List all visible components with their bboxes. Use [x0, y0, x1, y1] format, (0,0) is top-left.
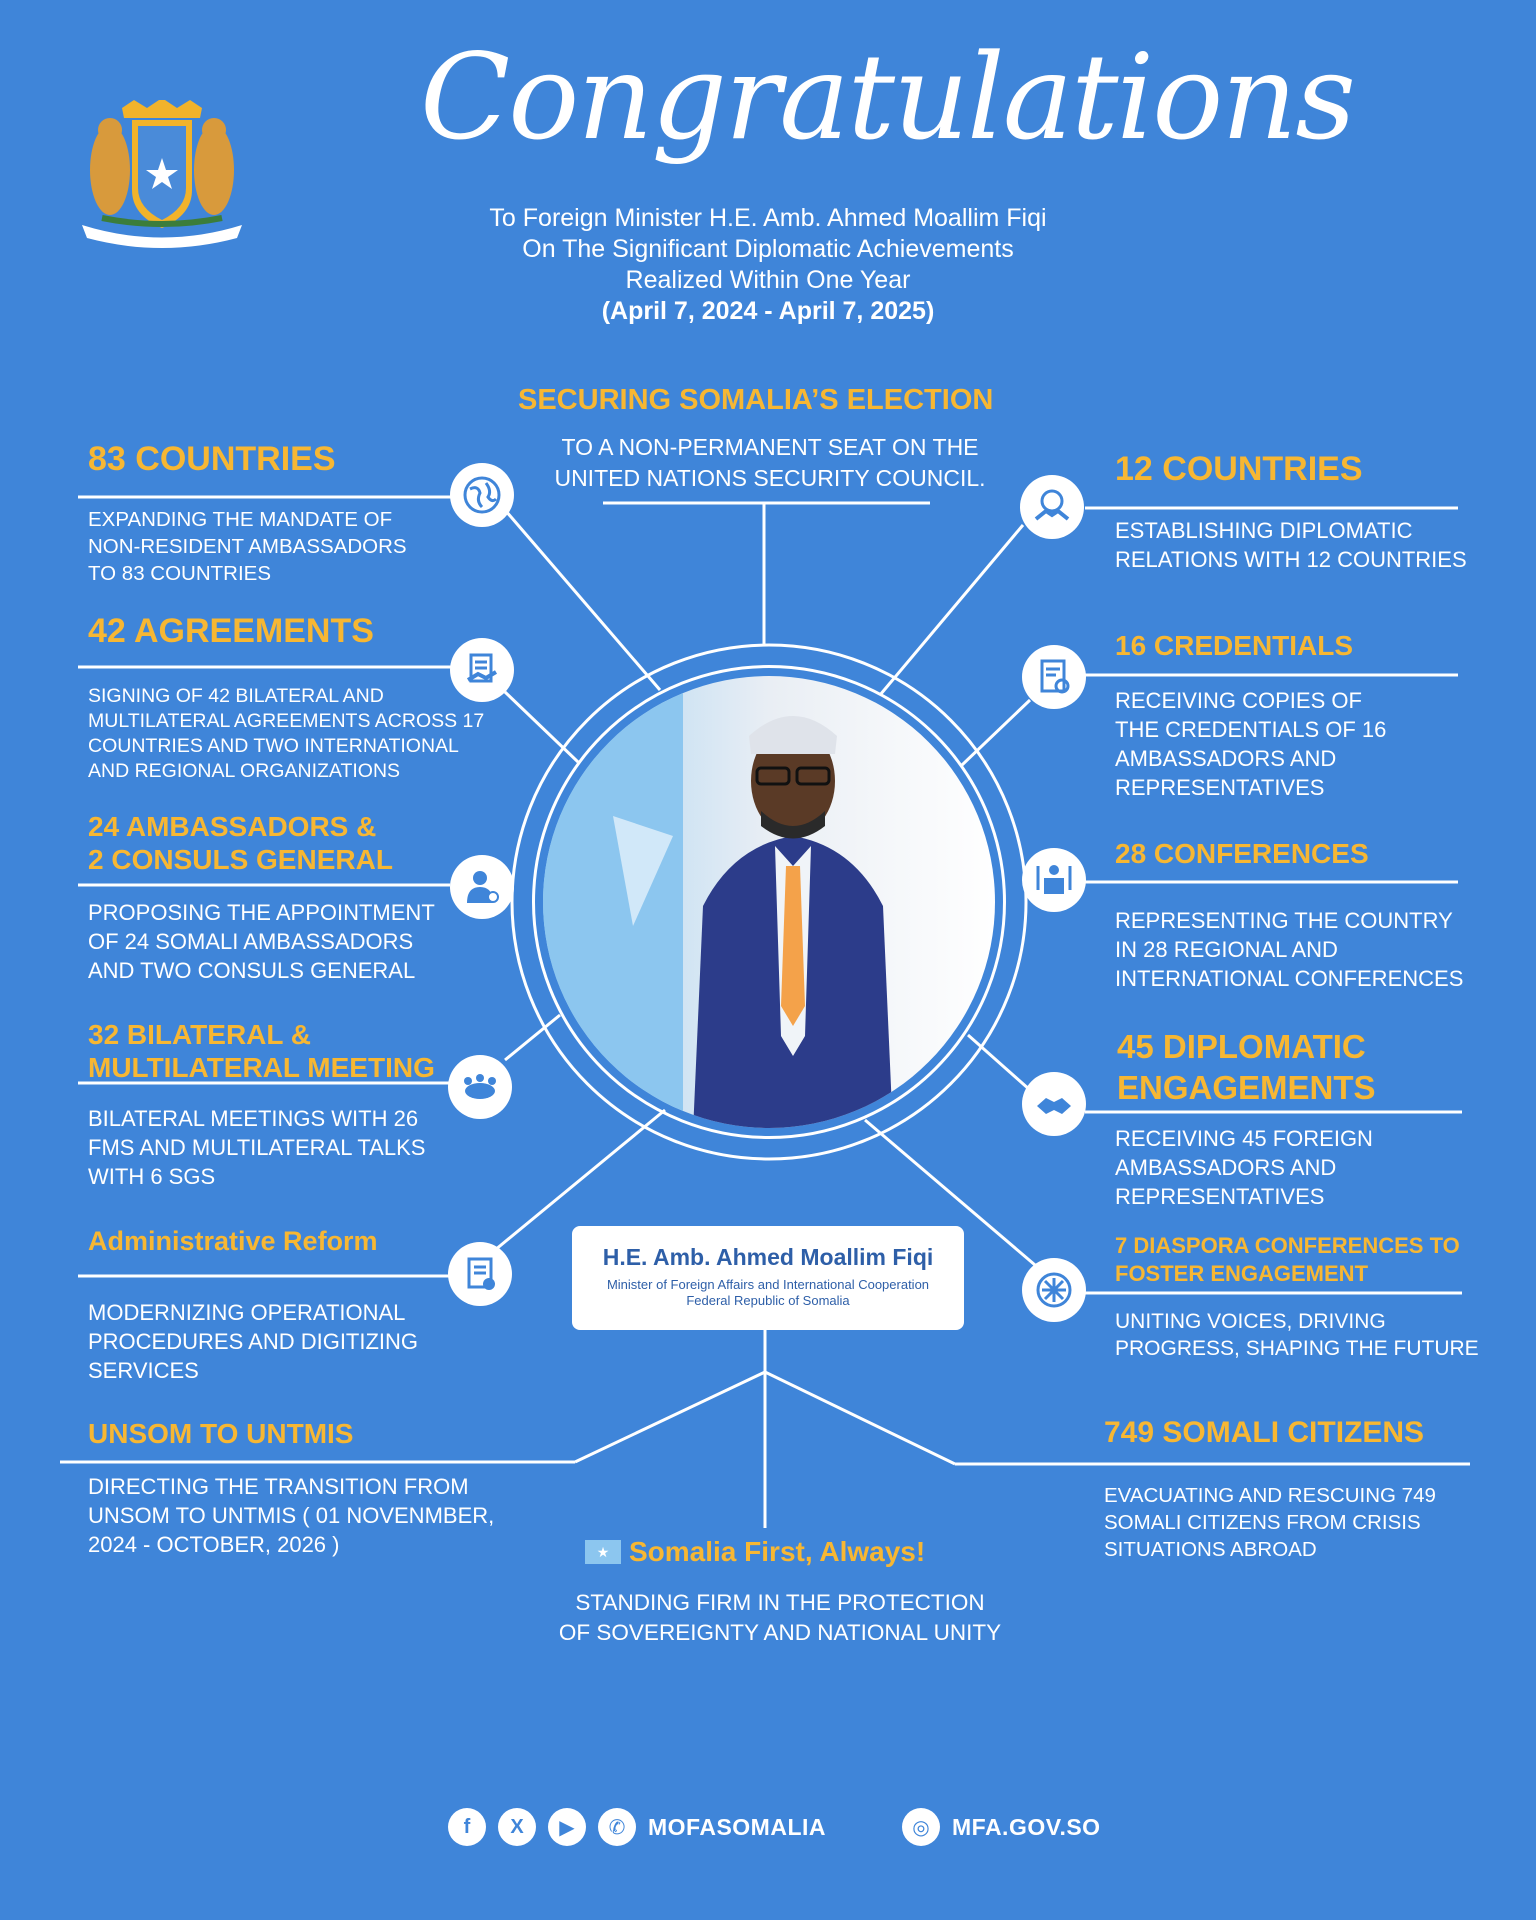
heading-line: 2 CONSULS GENERAL	[88, 844, 393, 875]
credential-certificate-icon	[1022, 645, 1086, 709]
sovereignty-statement	[500, 1588, 1060, 1648]
desc-line: COUNTRIES AND TWO INTERNATIONAL	[88, 735, 459, 757]
motto-text: Somalia First, Always!	[629, 1536, 926, 1567]
left-4-description	[88, 1104, 425, 1191]
whatsapp-icon[interactable]: ✆	[598, 1808, 636, 1846]
website-globe-icon[interactable]: ◎	[902, 1808, 940, 1846]
right-3-heading: 28 CONFERENCES	[1115, 838, 1369, 869]
role-line: Minister of Foreign Affairs and International Cooperation	[606, 1277, 930, 1292]
social-handle[interactable]: MOFASOMALIA	[648, 1813, 826, 1840]
header-subtitle	[388, 203, 1148, 327]
conference-podium-icon	[1022, 848, 1086, 912]
desc-line: RELATIONS WITH 12 COUNTRIES	[1115, 547, 1467, 572]
statement-line: OF SOVEREIGNTY AND NATIONAL UNITY	[558, 1620, 1002, 1645]
desc-line: REPRESENTING THE COUNTRY	[1115, 908, 1453, 933]
website-link[interactable]: MFA.GOV.SO	[952, 1813, 1101, 1840]
right-6-description	[1104, 1482, 1436, 1563]
left-3-description	[88, 898, 435, 985]
desc-line: ESTABLISHING DIPLOMATIC	[1115, 518, 1413, 543]
document-check-icon	[448, 1242, 512, 1306]
right-5-heading	[1115, 1232, 1460, 1288]
left-5-heading: Administrative Reform	[88, 1226, 378, 1256]
desc-line: AMBASSADORS AND	[1115, 746, 1337, 771]
left-4-heading	[88, 1018, 435, 1084]
desc-line: MODERNIZING OPERATIONAL	[88, 1300, 406, 1325]
right-4-heading	[1117, 1026, 1376, 1108]
desc-line: EVACUATING AND RESCUING 749	[1104, 1484, 1436, 1507]
desc-line: AND REGIONAL ORGANIZATIONS	[88, 760, 401, 782]
un-seat-heading: SECURING SOMALIA’S ELECTION	[518, 384, 994, 416]
right-2-description	[1115, 686, 1386, 802]
somalia-flag-icon: ★	[585, 1540, 621, 1564]
youtube-icon[interactable]: ▶	[548, 1808, 586, 1846]
un-seat-line-1: TO A NON-PERMANENT SEAT ON THE	[561, 434, 979, 460]
heading-line: 24 AMBASSADORS &	[88, 811, 377, 842]
x-twitter-icon[interactable]: X	[498, 1808, 536, 1846]
subtitle-line-1: To Foreign Minister H.E. Amb. Ahmed Moallim Fiqi	[489, 204, 1047, 232]
desc-line: DIRECTING THE TRANSITION FROM	[88, 1474, 469, 1499]
desc-line: PROCEDURES AND DIGITIZING	[88, 1329, 419, 1354]
desc-line: 2024 - OCTOBER, 2026 )	[88, 1532, 340, 1557]
minister-name-card	[572, 1226, 964, 1330]
desc-line: SOMALI CITIZENS FROM CRISIS	[1104, 1511, 1421, 1534]
heading-line: 32 BILATERAL &	[88, 1019, 311, 1050]
desc-line: AMBASSADORS AND	[1115, 1155, 1337, 1180]
meeting-table-icon	[448, 1055, 512, 1119]
desc-line: IN 28 REGIONAL AND	[1115, 937, 1338, 962]
left-1-heading: 83 COUNTRIES	[88, 440, 336, 478]
heading-line: MULTILATERAL MEETING	[88, 1052, 435, 1083]
desc-line: MULTILATERAL AGREEMENTS ACROSS 17	[88, 710, 485, 732]
diaspora-star-icon	[1022, 1258, 1086, 1322]
globe-handshake-icon	[1020, 475, 1084, 539]
desc-line: RECEIVING 45 FOREIGN	[1115, 1126, 1373, 1151]
right-4-description	[1115, 1124, 1373, 1211]
role-line: Federal Republic of Somalia	[686, 1293, 850, 1308]
desc-line: SIGNING OF 42 BILATERAL AND	[88, 685, 384, 707]
desc-line: WITH 6 SGS	[88, 1164, 216, 1189]
left-6-heading: UNSOM TO UNTMIS	[88, 1418, 354, 1449]
subtitle-dates: (April 7, 2024 - April 7, 2025)	[601, 297, 935, 325]
congratulations-title: Congratulations	[420, 28, 1354, 166]
ambassador-icon	[450, 855, 514, 919]
desc-line: AND TWO CONSULS GENERAL	[88, 958, 416, 983]
agreement-handshake-icon	[450, 638, 514, 702]
desc-line: PROPOSING THE APPOINTMENT	[88, 900, 435, 925]
left-1-description	[88, 506, 407, 587]
desc-line: BILATERAL MEETINGS WITH 26	[88, 1106, 419, 1131]
right-3-description	[1115, 906, 1463, 993]
un-seat-line-2: UNITED NATIONS SECURITY COUNCIL.	[554, 465, 986, 491]
desc-line: UNSOM TO UNTMIS ( 01 NOVENMBER,	[88, 1503, 495, 1528]
somalia-coat-of-arms	[72, 100, 252, 250]
heading-line: FOSTER ENGAGEMENT	[1115, 1261, 1369, 1286]
right-1-description	[1115, 516, 1467, 574]
statement-line: STANDING FIRM IN THE PROTECTION	[575, 1590, 985, 1615]
left-2-description	[88, 684, 484, 784]
desc-line: PROGRESS, SHAPING THE FUTURE	[1115, 1337, 1479, 1360]
left-2-heading: 42 AGREEMENTS	[88, 612, 374, 650]
desc-line: EXPANDING THE MANDATE OF	[88, 508, 393, 531]
right-5-description	[1115, 1308, 1479, 1362]
subtitle-line-3: Realized Within One Year	[625, 266, 911, 294]
desc-line: UNITING VOICES, DRIVING	[1115, 1310, 1386, 1333]
desc-line: OF 24 SOMALI AMBASSADORS	[88, 929, 414, 954]
desc-line: SITUATIONS ABROAD	[1104, 1538, 1317, 1561]
minister-portrait	[543, 676, 995, 1128]
right-1-heading: 12 COUNTRIES	[1115, 450, 1363, 488]
right-2-heading: 16 CREDENTIALS	[1115, 630, 1354, 661]
left-6-description	[88, 1472, 494, 1559]
desc-line: REPRESENTATIVES	[1115, 775, 1325, 800]
left-3-heading	[88, 810, 393, 876]
desc-line: FMS AND MULTILATERAL TALKS	[88, 1135, 426, 1160]
desc-line: TO 83 COUNTRIES	[88, 562, 272, 585]
somalia-first-motto	[585, 1536, 925, 1568]
heading-line: 45 DIPLOMATIC	[1117, 1028, 1366, 1065]
globe-icon	[450, 463, 514, 527]
right-6-heading: 749 SOMALI CITIZENS	[1104, 1416, 1425, 1449]
minister-name: H.E. Amb. Ahmed Moallim Fiqi	[602, 1244, 934, 1270]
desc-line: THE CREDENTIALS OF 16	[1115, 717, 1387, 742]
desc-line: NON-RESIDENT AMBASSADORS	[88, 535, 407, 558]
minister-portrait-frame	[532, 665, 1006, 1139]
social-links	[448, 1808, 1101, 1846]
desc-line: INTERNATIONAL CONFERENCES	[1115, 966, 1464, 991]
desc-line: REPRESENTATIVES	[1115, 1184, 1325, 1209]
minister-role	[572, 1277, 964, 1309]
desc-line: RECEIVING COPIES OF	[1115, 688, 1362, 713]
heading-line: 7 DIASPORA CONFERENCES TO	[1115, 1233, 1460, 1258]
un-seat-description	[520, 432, 1020, 494]
subtitle-line-2: On The Significant Diplomatic Achievements	[522, 235, 1014, 263]
facebook-icon[interactable]: f	[448, 1808, 486, 1846]
handshake-icon	[1022, 1072, 1086, 1136]
left-5-description	[88, 1298, 418, 1385]
desc-line: SERVICES	[88, 1358, 199, 1383]
heading-line: ENGAGEMENTS	[1117, 1069, 1376, 1106]
